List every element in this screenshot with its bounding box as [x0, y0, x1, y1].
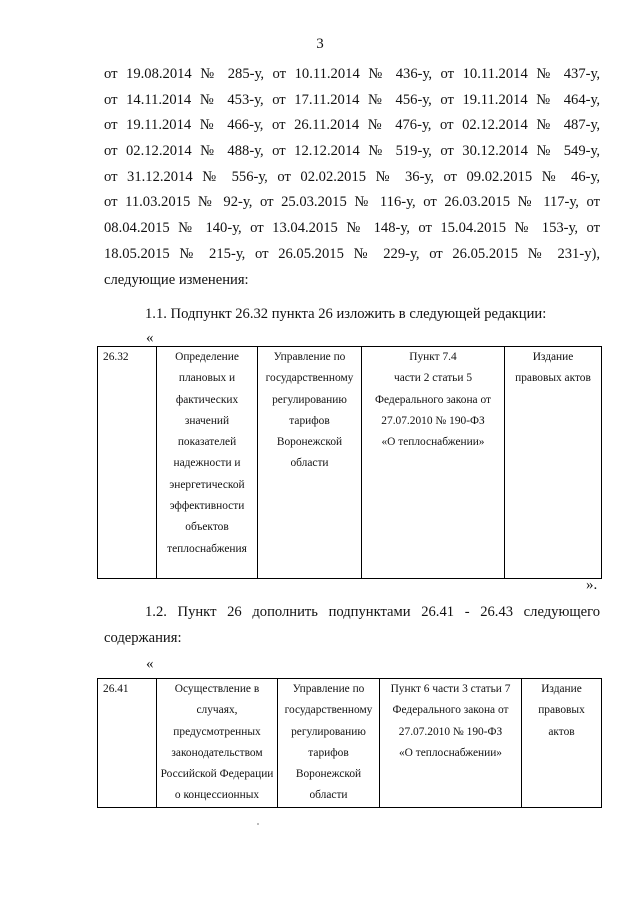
cell-code: 26.32: [98, 347, 157, 579]
table-26-41: [97, 678, 602, 808]
cell-line: законодательством: [171, 746, 263, 759]
cell-basis: [380, 679, 522, 808]
cell-line: плановых и: [178, 372, 236, 385]
cell-line: 27.07.2010 № 190-ФЗ: [381, 414, 485, 427]
section-1-2-text: [104, 600, 600, 651]
cell-line: Осуществление в: [174, 683, 260, 695]
cell-line: Пункт 6 части 3 статьи 7: [390, 683, 511, 695]
cell-line: энергетической: [169, 478, 245, 491]
cell-line: регулированию: [291, 725, 366, 738]
cell-line: Федерального закона от: [375, 393, 491, 406]
cell-line: тарифов: [289, 414, 330, 427]
cell-line: объектов: [185, 521, 229, 534]
cell-authority: [258, 347, 362, 579]
cell-line: актов: [548, 725, 575, 738]
cell-line: области: [290, 457, 329, 470]
cell-function: [157, 347, 258, 579]
cell-line: Издание: [532, 351, 574, 363]
open-quote: «: [146, 330, 154, 346]
cell-line: части 2 статьи 5: [393, 372, 473, 385]
cell-form: [505, 347, 602, 579]
close-quote: ».: [586, 577, 598, 593]
cell-line: Российской Федерации: [160, 768, 274, 781]
section-1-2-line: 1.2. Пункт 26 дополнить подпунктами 26.41 - 26.43 следующего: [145, 604, 600, 620]
cell-authority: [278, 679, 380, 808]
body-line: от 11.03.2015 № 92-у, от 25.03.2015 № 116-у, от 26.03.2015 № 117-у, от: [104, 194, 600, 211]
table-row: [98, 347, 602, 579]
cell-line: предусмотренных: [173, 725, 261, 738]
cell-line: Определение: [175, 351, 239, 363]
body-line: от 19.11.2014 № 466-у, от 26.11.2014 № 476-у, от 02.12.2014 № 487-у,: [104, 117, 600, 134]
cell-line: Управление по: [292, 683, 365, 695]
cell-line: фактических: [175, 393, 239, 406]
cell-line: Федерального закона от: [392, 704, 509, 717]
table-26-32: [97, 346, 602, 579]
cell-line: о концессионных: [174, 789, 260, 802]
cell-code: 26.41: [98, 679, 157, 808]
cell-line: значений: [184, 414, 230, 427]
cell-line: правовых: [538, 704, 585, 717]
cell-line: Воронежской: [295, 768, 362, 781]
section-1-1-text: 1.1. Подпункт 26.32 пункта 26 изложить в следующей редакции:: [145, 306, 547, 322]
body-line: следующие изменения:: [104, 271, 249, 288]
body-line: от 31.12.2014 № 556-у, от 02.02.2015 № 36-у, от 09.02.2015 № 46-у,: [104, 168, 600, 185]
cell-line: государственному: [265, 372, 354, 385]
cell-line: случаях,: [196, 704, 238, 717]
cell-line: надежности и: [173, 457, 241, 470]
cell-line: эффективности: [169, 500, 245, 513]
cell-function: [157, 679, 278, 808]
body-line: от 02.12.2014 № 488-у, от 12.12.2014 № 519-у, от 30.12.2014 № 549-у,: [104, 143, 600, 160]
scan-speck: [257, 823, 259, 825]
cell-form: [522, 679, 602, 808]
body-line: 08.04.2015 № 140-у, от 13.04.2015 № 148-у, от 15.04.2015 № 153-у, от: [104, 220, 600, 237]
open-quote: «: [146, 656, 154, 672]
cell-line: правовых актов: [515, 372, 591, 385]
cell-line: Пункт 7.4: [409, 351, 457, 363]
cell-line: Издание: [541, 683, 582, 695]
cell-line: 27.07.2010 № 190-ФЗ: [398, 725, 503, 738]
cell-line: области: [309, 789, 348, 802]
cell-line: «О теплоснабжении»: [398, 746, 503, 759]
page-number: 3: [316, 36, 324, 52]
cell-line: государственному: [284, 704, 373, 717]
cell-line: Воронежской: [276, 436, 343, 449]
section-1-2-line: содержания:: [104, 629, 182, 646]
cell-basis: [362, 347, 505, 579]
body-text: [104, 62, 600, 293]
cell-line: «О теплоснабжении»: [381, 436, 485, 449]
body-line: от 14.11.2014 № 453-у, от 17.11.2014 № 456-у, от 19.11.2014 № 464-у,: [104, 91, 600, 108]
body-line: от 19.08.2014 № 285-у, от 10.11.2014 № 436-у, от 10.11.2014 № 437-у,: [104, 66, 600, 82]
cell-line: Управление по: [273, 351, 346, 363]
cell-line: тарифов: [308, 746, 349, 759]
table-row: [98, 679, 602, 808]
cell-line: показателей: [177, 436, 237, 449]
cell-line: регулированию: [272, 393, 347, 406]
body-line: 18.05.2015 № 215-у, от 26.05.2015 № 229-у, от 26.05.2015 № 231-у),: [104, 245, 600, 262]
cell-line: теплоснабжения: [167, 542, 247, 555]
